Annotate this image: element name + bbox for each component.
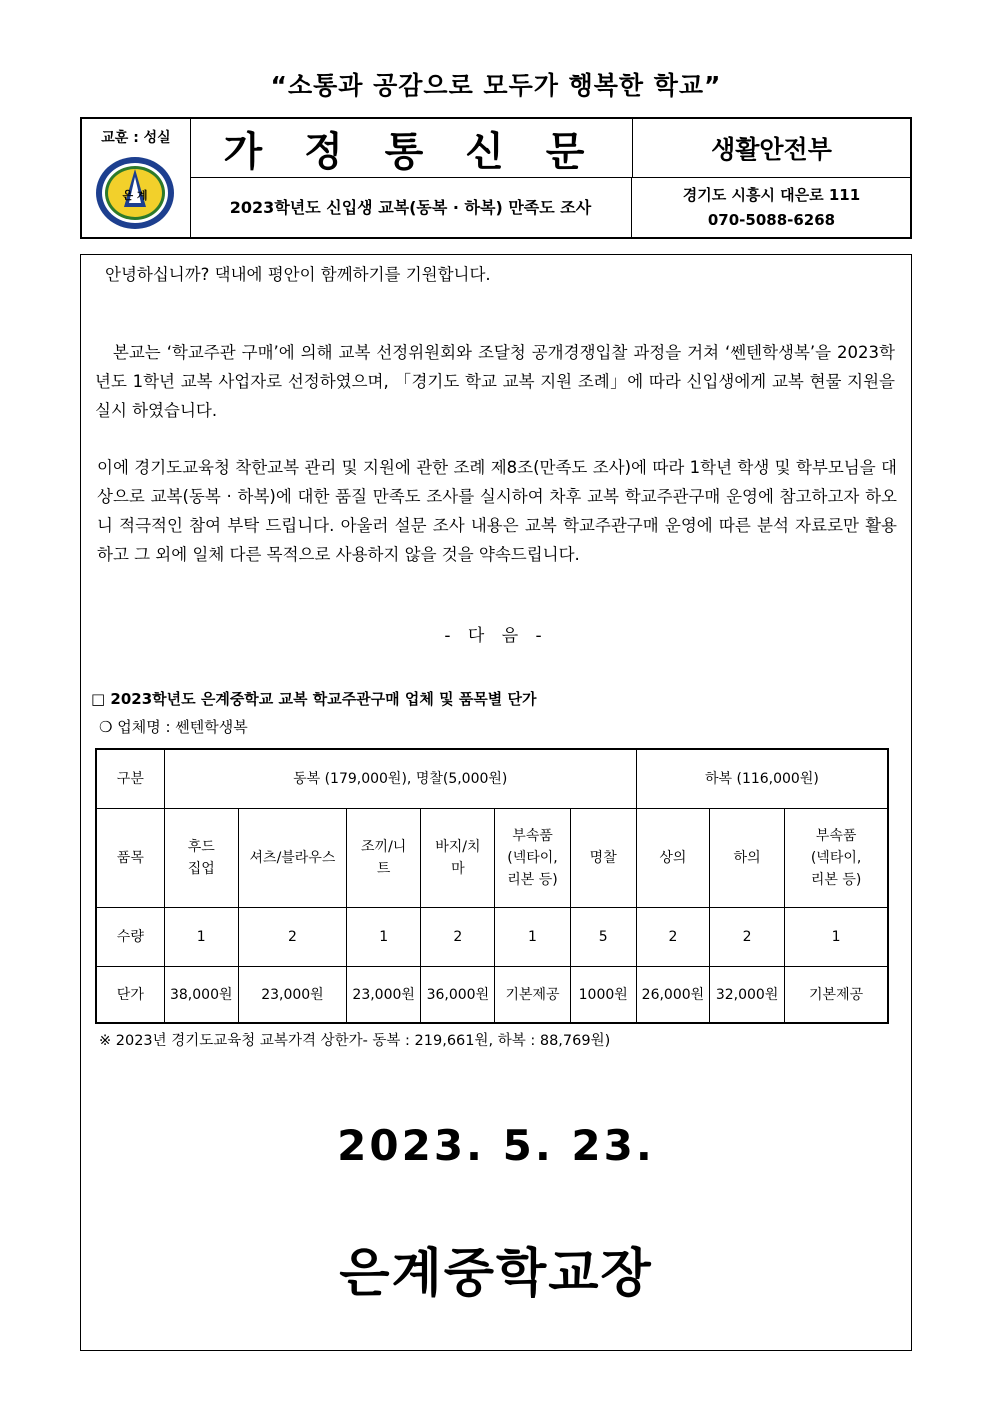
section-heading: □ 2023학년도 은계중학교 교복 학교주관구매 업체 및 품목별 단가 <box>91 690 537 708</box>
item-price: 26,000원 <box>636 967 709 1024</box>
school-phone: 070-5088-6268 <box>707 210 836 229</box>
item-price: 1000원 <box>570 967 636 1024</box>
price-table <box>95 748 889 1024</box>
item-qty: 2 <box>636 908 709 967</box>
school-address: 경기도 시흥시 대은로 111 <box>682 185 861 204</box>
newsletter-header <box>80 117 912 239</box>
item-name: 바지/치 마 <box>421 809 495 908</box>
row-label: 단가 <box>96 967 164 1024</box>
price-cap-note: ※ 2023년 경기도교육청 교복가격 상한가- 동복 : 219,661원, 하복 : 88,769원) <box>99 1033 611 1049</box>
item-qty: 2 <box>421 908 495 967</box>
document-subtitle: 2023학년도 신입생 교복(동복 · 하복) 만족도 조사 <box>190 178 632 237</box>
item-price: 32,000원 <box>710 967 785 1024</box>
item-qty: 2 <box>238 908 346 967</box>
department-name: 생활안전부 <box>633 119 910 178</box>
item-qty: 1 <box>347 908 421 967</box>
item-qty: 1 <box>164 908 238 967</box>
school-motto-label: 교훈 : 성실 <box>101 130 171 146</box>
item-name: 상의 <box>636 809 709 908</box>
item-name: 하의 <box>710 809 785 908</box>
item-price: 기본제공 <box>785 967 888 1024</box>
item-name: 후드 집업 <box>164 809 238 908</box>
item-name: 조끼/니 트 <box>347 809 421 908</box>
school-slogan: “소통과 공감으로 모두가 행복한 학교” <box>270 71 722 100</box>
principal-signature: 은계중학교장 <box>339 1244 653 1304</box>
row-label: 수량 <box>96 908 164 967</box>
row-label: 품목 <box>96 809 164 908</box>
table-row <box>96 967 888 1024</box>
table-row <box>96 809 888 908</box>
item-qty: 2 <box>710 908 785 967</box>
paragraph-1: 본교는 ‘학교주관 구매’에 의해 교복 선정위원회와 조달청 공개경쟁입찰 과정을 거쳐 ‘쎈텐학생복’을 2023학년도 1학년 교복 사업자로 선정하였으며, 「경기도 학교 교복 지원 조례」에 따라 신입생에게 교복 현물 지원을 실시 하였습니다. <box>95 343 901 420</box>
item-price: 36,000원 <box>421 967 495 1024</box>
table-row <box>96 908 888 967</box>
summer-header: 하복 (116,000원) <box>636 749 888 809</box>
next-heading: - 다 음 - <box>444 626 548 646</box>
document-title: 가 정 통 신 문 <box>190 119 633 178</box>
item-qty: 1 <box>495 908 570 967</box>
item-qty: 5 <box>570 908 636 967</box>
school-logo-cell <box>82 119 191 237</box>
seal-text: 은 계 <box>122 189 148 202</box>
school-seal-icon <box>94 155 176 231</box>
item-qty: 1 <box>785 908 888 967</box>
item-name: 셔츠/블라우스 <box>238 809 346 908</box>
item-name: 부속품 (넥타이, 리본 등) <box>785 809 888 908</box>
greeting: 안녕하십니까? 댁내에 평안이 함께하기를 기원합니다. <box>105 265 491 284</box>
item-price: 기본제공 <box>495 967 570 1024</box>
paragraph-2: 이에 경기도교육청 착한교복 관리 및 지원에 관한 조례 제8조(만족도 조사)에 따라 1학년 학생 및 학부모님을 대상으로 교복(동복 · 하복)에 대한 품질 만족도 조사를 실시하여 차후 교복 학교주관구매 운영에 참고하고자 하오니 적극적인 참여 부탁 드립니다. 아울러 설문 조사 내용은 교복 학교주관구매 운영에 따른 분석 자료로만 활용하고 그 외에 일체 다른 목적으로 사용하지 않을 것을 약속드립니다. <box>97 458 897 564</box>
table-row <box>96 749 888 809</box>
contact-info <box>633 178 910 237</box>
row-label: 구분 <box>96 749 164 809</box>
item-price: 23,000원 <box>347 967 421 1024</box>
item-price: 38,000원 <box>164 967 238 1024</box>
item-name: 부속품 (넥타이, 리본 등) <box>495 809 570 908</box>
winter-header: 동복 (179,000원), 명찰(5,000원) <box>164 749 636 809</box>
issue-date: 2023. 5. 23. <box>337 1121 655 1170</box>
letter-body <box>80 254 912 1351</box>
item-name: 명찰 <box>570 809 636 908</box>
item-price: 23,000원 <box>238 967 346 1024</box>
vendor-name: ❍ 업체명 : 쎈텐학생복 <box>99 718 248 736</box>
